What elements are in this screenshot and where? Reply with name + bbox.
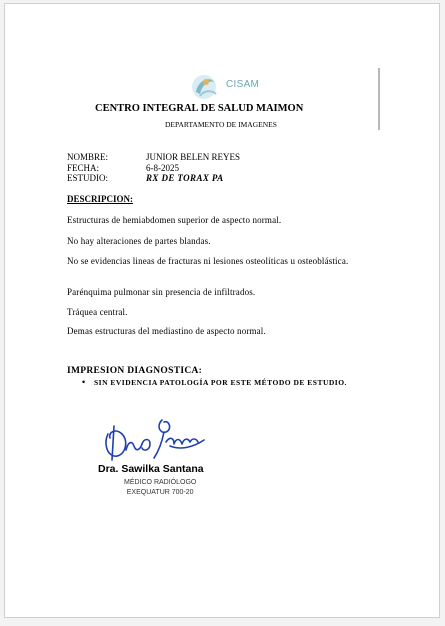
name-label: NOMBRE:	[67, 152, 109, 162]
date-value: 6-8-2025	[146, 163, 179, 173]
handwritten-signature	[100, 412, 212, 464]
header-divider	[378, 68, 380, 130]
date-label: FECHA:	[67, 163, 100, 173]
finding-paragraph: Demas estructuras del mediastino de aspecto normal.	[67, 326, 266, 336]
finding-paragraph: Estructuras de hemiabdomen superior de aspecto normal.	[67, 215, 282, 225]
doctor-name: Dra. Sawilka Santana	[98, 463, 204, 475]
doctor-title: MÉDICO RADIÓLOGO	[124, 479, 197, 486]
description-heading: DESCRIPCION:	[67, 194, 134, 204]
finding-paragraph: Tráquea central.	[67, 307, 128, 317]
impression-heading: IMPRESION DIAGNOSTICA:	[67, 366, 203, 376]
finding-paragraph: No se evidencias lineas de fracturas ni lesiones osteolíticas u osteoblástica.	[67, 256, 349, 266]
institution-title: CENTRO INTEGRAL DE SALUD MAIMON	[95, 103, 304, 114]
finding-paragraph: No hay alteraciones de partes blandas.	[67, 236, 211, 246]
bullet-icon: •	[82, 377, 86, 387]
finding-paragraph: Parénquima pulmonar sin presencia de infiltrados.	[67, 287, 256, 297]
doctor-credentials	[124, 478, 196, 498]
impression-item-text: SIN EVIDENCIA PATOLOGÍA POR ESTE MÉTODO DE ESTUDIO.	[94, 378, 347, 387]
study-value: RX DE TORAX PA	[146, 173, 224, 183]
doctor-license: EXEQUATUR 700-20	[126, 489, 194, 496]
study-label: ESTUDIO:	[67, 173, 108, 183]
logo-text: CISAM	[226, 79, 260, 90]
name-value: JUNIOR BELEN REYES	[146, 152, 240, 162]
department-subtitle: DEPARTAMENTO DE IMAGENES	[165, 120, 277, 129]
